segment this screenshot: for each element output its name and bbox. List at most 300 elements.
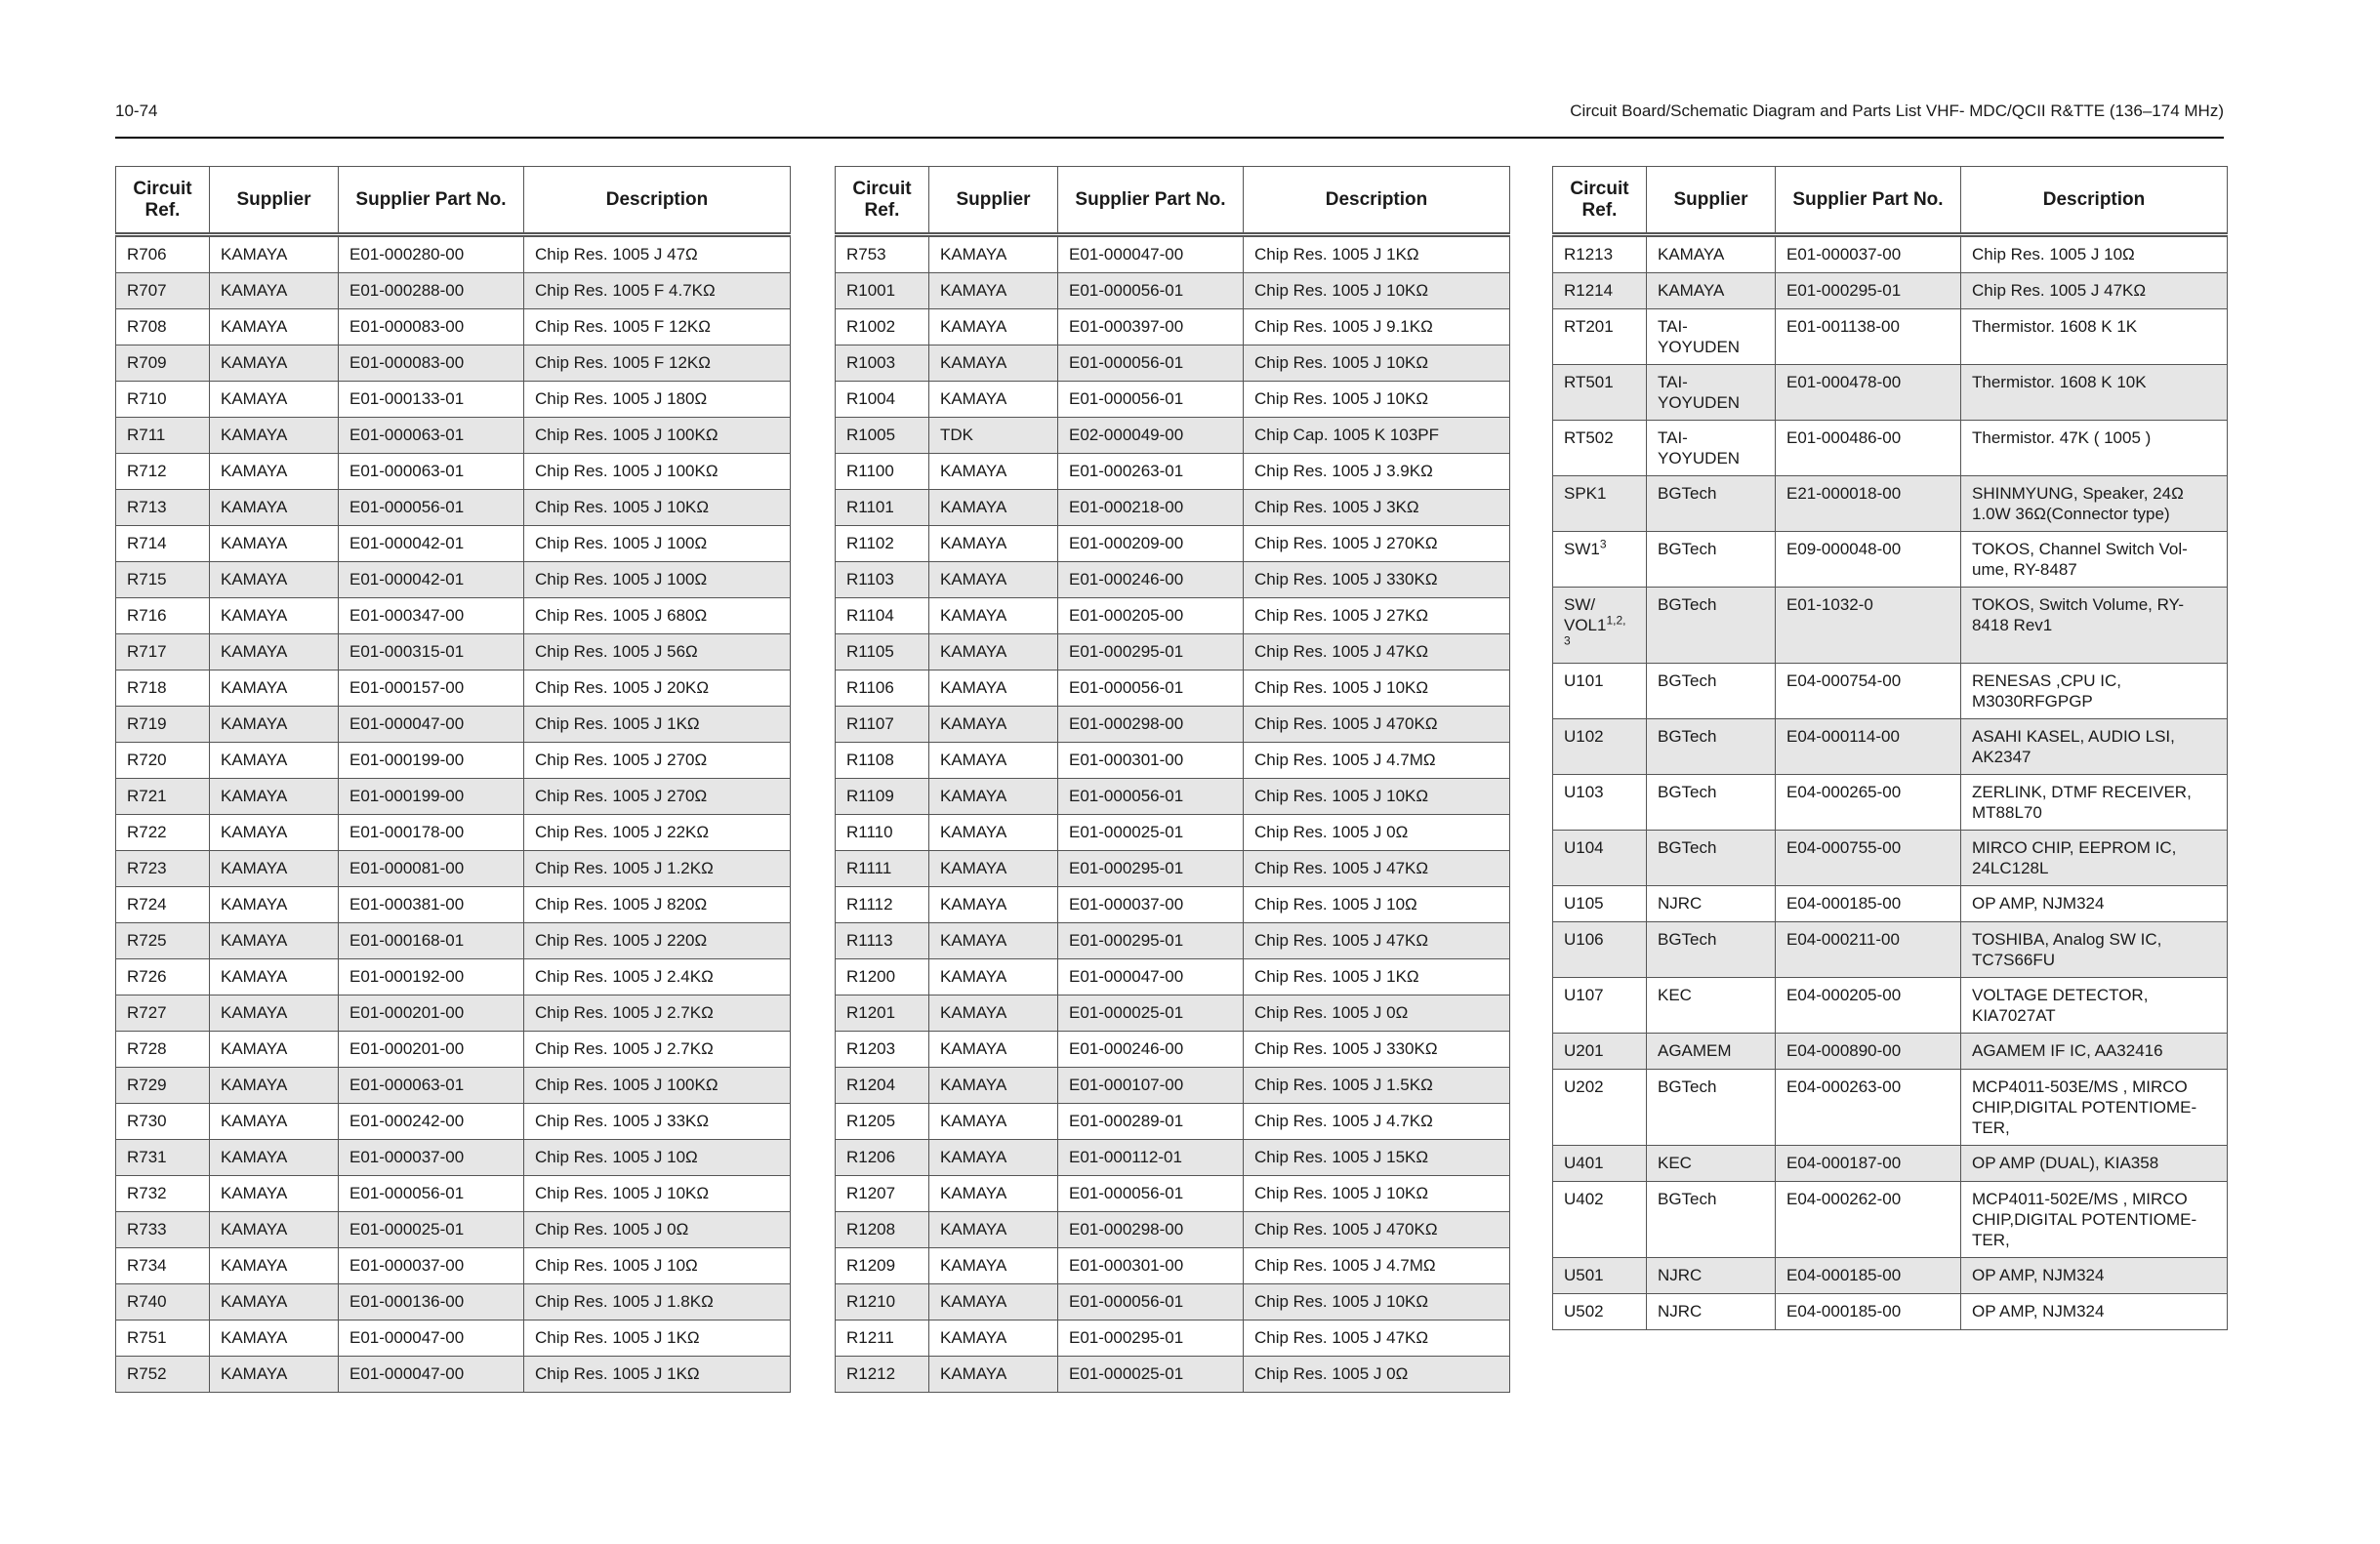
cell-circuit-ref	[836, 526, 929, 562]
cell-description-text: SHINMYUNG, Speaker, 24Ω 1.0W 36Ω(Connector type)	[1972, 484, 2184, 523]
cell-circuit-ref-text: R712	[127, 462, 167, 480]
cell-supplier-text: KAMAYA	[221, 787, 288, 805]
cell-circuit-ref-text: U101	[1564, 671, 1604, 690]
cell-supplier-part-no-text: E04-000114-00	[1786, 727, 1900, 746]
table-row	[116, 923, 791, 959]
cell-supplier-text: KAMAYA	[940, 462, 1007, 480]
cell-circuit-ref	[836, 273, 929, 309]
cell-circuit-ref-text: R715	[127, 570, 167, 589]
cell-circuit-ref	[836, 995, 929, 1032]
cell-circuit-ref	[836, 743, 929, 779]
cell-supplier-part-no-text: E01-000201-00	[349, 1003, 465, 1022]
cell-description	[1961, 978, 2228, 1034]
table-row	[116, 1284, 791, 1321]
cell-description	[524, 995, 791, 1032]
table-row	[836, 418, 1510, 454]
cell-circuit-ref	[836, 887, 929, 923]
cell-description-text: TOKOS, Switch Volume, RY-8418 Rev1	[1972, 595, 2184, 634]
cell-circuit-ref-text: R1103	[846, 570, 894, 589]
cell-description-text: Chip Res. 1005 J 1KΩ	[1254, 245, 1419, 264]
cell-supplier	[1647, 1070, 1776, 1146]
cell-supplier	[929, 670, 1058, 707]
cell-description	[1961, 775, 2228, 831]
cell-circuit-ref-text: R1204	[846, 1076, 896, 1094]
cell-supplier-part-no	[1776, 1182, 1961, 1258]
cell-supplier-part-no-text: E01-000056-01	[349, 498, 465, 516]
table-row	[836, 382, 1510, 418]
cell-supplier	[1647, 309, 1776, 365]
cell-circuit-ref	[836, 1357, 929, 1393]
cell-circuit-ref	[116, 959, 210, 995]
cell-circuit-ref-text: RT501	[1564, 373, 1614, 391]
cell-circuit-ref	[836, 851, 929, 887]
cell-supplier-text: KAMAYA	[221, 534, 288, 552]
cell-supplier-part-no	[1776, 719, 1961, 775]
cell-supplier-part-no-text: E01-000295-01	[1786, 281, 1902, 300]
cell-circuit-ref-text: R751	[127, 1328, 167, 1347]
cell-circuit-ref	[116, 598, 210, 634]
cell-description	[1244, 959, 1510, 995]
cell-supplier	[210, 959, 339, 995]
cell-circuit-ref	[836, 779, 929, 815]
cell-description-text: Chip Res. 1005 J 22KΩ	[535, 823, 710, 841]
cell-circuit-ref-text: SW1	[1564, 540, 1600, 558]
cell-description-text: OP AMP, NJM324	[1972, 1266, 2105, 1284]
cell-supplier	[1647, 1294, 1776, 1330]
cell-description-text: Chip Res. 1005 J 220Ω	[535, 931, 708, 950]
cell-circuit-ref	[836, 1104, 929, 1140]
cell-circuit-ref	[836, 634, 929, 670]
cell-supplier-part-no	[1058, 1068, 1244, 1104]
cell-description	[1244, 1140, 1510, 1176]
cell-description-text: Chip Res. 1005 J 1.8KΩ	[535, 1292, 714, 1311]
cell-supplier-part-no	[339, 959, 524, 995]
cell-circuit-ref	[836, 454, 929, 490]
cell-supplier-part-no-text: E01-000133-01	[349, 389, 465, 408]
cell-supplier	[929, 1357, 1058, 1393]
cell-description	[524, 815, 791, 851]
table-row	[1553, 831, 2228, 886]
cell-description-text: Chip Res. 1005 J 1KΩ	[535, 1364, 700, 1383]
cell-supplier-part-no-text: E01-000037-00	[1786, 245, 1902, 264]
cell-supplier-part-no-text: E01-000056-01	[1069, 389, 1184, 408]
cell-description	[524, 959, 791, 995]
table-row	[116, 235, 791, 273]
cell-supplier	[210, 273, 339, 309]
cell-description-text: Chip Res. 1005 J 47Ω	[535, 245, 698, 264]
cell-supplier-part-no-text: E01-000315-01	[349, 642, 465, 661]
cell-description	[524, 707, 791, 743]
cell-supplier-text: KAMAYA	[940, 1076, 1007, 1094]
running-title: Circuit Board/Schematic Diagram and Parts List VHF- MDC/QCII R&TTE (136–174 MHz)	[1570, 102, 2224, 120]
cell-supplier-part-no-text: E01-000298-00	[1069, 714, 1184, 733]
table-row	[116, 1357, 791, 1393]
cell-supplier-text: KAMAYA	[940, 1039, 1007, 1058]
cell-supplier-part-no-text: E01-000397-00	[1069, 317, 1184, 336]
cell-circuit-ref-text: R720	[127, 751, 167, 769]
table-row	[836, 743, 1510, 779]
cell-supplier-part-no-text: E04-000185-00	[1786, 1266, 1902, 1284]
cell-supplier-part-no	[1776, 421, 1961, 476]
cell-description-text: MCP4011-503E/MS , MIRCO CHIP,DIGITAL POTENTIOME-TER,	[1972, 1077, 2197, 1137]
cell-supplier	[1647, 775, 1776, 831]
cell-supplier-text: KAMAYA	[221, 1112, 288, 1130]
table-row	[836, 273, 1510, 309]
cell-circuit-ref-text: R1214	[1564, 281, 1614, 300]
table-row	[116, 1176, 791, 1212]
cell-supplier	[929, 707, 1058, 743]
cell-description	[1961, 235, 2228, 273]
cell-supplier	[1647, 1182, 1776, 1258]
cell-description	[1244, 743, 1510, 779]
cell-supplier	[210, 309, 339, 345]
cell-circuit-ref	[836, 1321, 929, 1357]
cell-supplier-text: KAMAYA	[221, 751, 288, 769]
cell-supplier-part-no-text: E04-000755-00	[1786, 838, 1902, 857]
cell-supplier-part-no-text: E01-000218-00	[1069, 498, 1184, 516]
cell-circuit-ref	[116, 562, 210, 598]
cell-description	[1244, 707, 1510, 743]
cell-supplier	[210, 1104, 339, 1140]
cell-supplier-text: KAMAYA	[940, 570, 1007, 589]
table-row	[1553, 365, 2228, 421]
table-row	[836, 1284, 1510, 1321]
cell-supplier-part-no-text: E01-000047-00	[349, 1364, 465, 1383]
cell-supplier	[210, 598, 339, 634]
cell-circuit-ref	[836, 309, 929, 345]
cell-description	[524, 454, 791, 490]
cell-description-text: Chip Res. 1005 J 15KΩ	[1254, 1148, 1429, 1166]
cell-circuit-ref-text: R1213	[1564, 245, 1614, 264]
cell-supplier	[929, 235, 1058, 273]
cell-supplier-part-no	[1776, 664, 1961, 719]
cell-supplier-text: TAI-YOYUDEN	[1658, 373, 1741, 412]
cell-supplier-text: KAMAYA	[940, 1220, 1007, 1239]
cell-description-text: Chip Res. 1005 J 10KΩ	[1254, 1184, 1429, 1202]
cell-supplier	[929, 995, 1058, 1032]
cell-circuit-ref-text: R1112	[846, 895, 893, 914]
cell-circuit-ref-text: R711	[127, 426, 166, 444]
cell-supplier	[210, 1284, 339, 1321]
column-header-description: Description	[1961, 167, 2228, 235]
cell-supplier-part-no	[1058, 851, 1244, 887]
cell-supplier-text: BGTech	[1658, 671, 1717, 690]
cell-supplier-part-no	[1058, 743, 1244, 779]
cell-circuit-ref	[836, 1032, 929, 1068]
cell-description	[524, 1140, 791, 1176]
cell-supplier-part-no-text: E01-1032-0	[1786, 595, 1873, 614]
cell-circuit-ref-text: R1107	[846, 714, 894, 733]
cell-description	[1244, 382, 1510, 418]
cell-supplier-part-no	[1058, 1104, 1244, 1140]
table-row	[1553, 664, 2228, 719]
cell-supplier-part-no	[1058, 1176, 1244, 1212]
table-row	[116, 707, 791, 743]
table-row	[836, 1212, 1510, 1248]
cell-circuit-ref-text: R1105	[846, 642, 894, 661]
cell-description	[1244, 1068, 1510, 1104]
column-header-description: Description	[524, 167, 791, 235]
cell-supplier	[210, 851, 339, 887]
cell-supplier	[929, 1032, 1058, 1068]
cell-description	[524, 1284, 791, 1321]
cell-supplier	[929, 851, 1058, 887]
cell-description-text: Chip Res. 1005 J 3KΩ	[1254, 498, 1419, 516]
column-header-supplier-part-no: Supplier Part No.	[339, 167, 524, 235]
cell-description-text: Chip Res. 1005 J 10KΩ	[1254, 678, 1429, 697]
cell-circuit-ref	[1553, 273, 1647, 309]
cell-circuit-ref-text: R1101	[846, 498, 894, 516]
cell-circuit-ref	[1553, 476, 1647, 532]
cell-supplier-part-no	[1776, 886, 1961, 922]
cell-supplier-part-no	[339, 345, 524, 382]
cell-supplier	[1647, 922, 1776, 978]
table-row	[116, 959, 791, 995]
cell-supplier-text: KAMAYA	[221, 1292, 288, 1311]
table-row	[116, 418, 791, 454]
cell-supplier	[1647, 1034, 1776, 1070]
cell-supplier-text: NJRC	[1658, 1266, 1703, 1284]
cell-supplier-part-no	[1058, 1140, 1244, 1176]
cell-description	[524, 526, 791, 562]
table-row	[836, 923, 1510, 959]
table-row	[116, 309, 791, 345]
cell-supplier-part-no	[1058, 1321, 1244, 1357]
cell-supplier	[1647, 886, 1776, 922]
table-row	[1553, 476, 2228, 532]
table-row	[836, 345, 1510, 382]
cell-circuit-ref-text: U502	[1564, 1302, 1604, 1321]
cell-circuit-ref-text: R753	[846, 245, 886, 264]
cell-description-text: TOKOS, Channel Switch Vol-ume, RY-8487	[1972, 540, 2188, 579]
cell-circuit-ref	[1553, 978, 1647, 1034]
cell-circuit-ref-text: U202	[1564, 1077, 1604, 1096]
cell-description-text: Chip Res. 1005 J 270KΩ	[1254, 534, 1438, 552]
cell-circuit-ref-text: R706	[127, 245, 167, 264]
cell-supplier-text: KAMAYA	[221, 462, 288, 480]
cell-circuit-ref	[836, 418, 929, 454]
cell-supplier	[210, 1248, 339, 1284]
cell-supplier-part-no-text: E01-001138-00	[1786, 317, 1900, 336]
cell-description-text: Chip Res. 1005 J 10Ω	[535, 1148, 698, 1166]
cell-supplier-text: KAMAYA	[940, 895, 1007, 914]
cell-supplier-part-no-text: E01-000025-01	[1069, 823, 1184, 841]
cell-supplier-part-no	[1058, 670, 1244, 707]
cell-supplier	[210, 454, 339, 490]
cell-circuit-ref	[1553, 421, 1647, 476]
cell-supplier-part-no-text: E01-000199-00	[349, 751, 465, 769]
cell-description-text: TOSHIBA, Analog SW IC, TC7S66FU	[1972, 930, 2162, 969]
cell-supplier	[929, 1068, 1058, 1104]
cell-description-text: ZERLINK, DTMF RECEIVER, MT88L70	[1972, 783, 2192, 822]
table-row	[116, 1104, 791, 1140]
cell-description-text: Chip Res. 1005 F 12KΩ	[535, 317, 711, 336]
cell-supplier-part-no	[1058, 995, 1244, 1032]
cell-supplier	[1647, 235, 1776, 273]
cell-description	[1244, 345, 1510, 382]
column-header-supplier-part-no: Supplier Part No.	[1776, 167, 1961, 235]
cell-circuit-ref-text: U104	[1564, 838, 1604, 857]
cell-circuit-ref	[116, 670, 210, 707]
cell-description	[1961, 273, 2228, 309]
table-row	[836, 562, 1510, 598]
table-row	[836, 707, 1510, 743]
cell-circuit-ref	[116, 923, 210, 959]
table-row	[1553, 922, 2228, 978]
cell-description	[1961, 1034, 2228, 1070]
cell-supplier	[1647, 664, 1776, 719]
cell-supplier-text: BGTech	[1658, 595, 1717, 614]
cell-supplier-text: KAMAYA	[221, 1076, 288, 1094]
cell-circuit-ref	[836, 1248, 929, 1284]
cell-supplier	[929, 1248, 1058, 1284]
footnote-marker: 3	[1599, 537, 1607, 551]
cell-supplier-part-no	[1058, 1212, 1244, 1248]
cell-circuit-ref	[1553, 1182, 1647, 1258]
cell-supplier-part-no-text: E01-000295-01	[1069, 931, 1184, 950]
cell-description	[1961, 365, 2228, 421]
cell-supplier-part-no-text: E01-000478-00	[1786, 373, 1902, 391]
cell-circuit-ref-text: R719	[127, 714, 167, 733]
table-row	[836, 1068, 1510, 1104]
cell-supplier-part-no-text: E01-000209-00	[1069, 534, 1184, 552]
cell-supplier-text: BGTech	[1658, 783, 1717, 801]
cell-supplier-part-no	[1058, 235, 1244, 273]
cell-circuit-ref-text: R1206	[846, 1148, 896, 1166]
cell-circuit-ref-text: R725	[127, 931, 167, 950]
cell-circuit-ref	[1553, 235, 1647, 273]
cell-supplier	[210, 345, 339, 382]
cell-description	[1961, 831, 2228, 886]
cell-circuit-ref-text: R710	[127, 389, 167, 408]
cell-supplier-part-no-text: E02-000049-00	[1069, 426, 1184, 444]
cell-supplier-part-no	[1776, 309, 1961, 365]
cell-description-text: Chip Cap. 1005 K 103PF	[1254, 426, 1440, 444]
cell-description-text: Chip Res. 1005 J 47KΩ	[1254, 642, 1429, 661]
cell-supplier-text: KAMAYA	[940, 1256, 1007, 1275]
cell-description	[1244, 1104, 1510, 1140]
cell-supplier-part-no-text: E01-000295-01	[1069, 1328, 1184, 1347]
cell-circuit-ref-text: R1100	[846, 462, 894, 480]
cell-supplier-part-no-text: E01-000168-01	[349, 931, 465, 950]
cell-supplier	[210, 490, 339, 526]
cell-circuit-ref-text: R727	[127, 1003, 167, 1022]
cell-supplier-text: KAMAYA	[940, 1184, 1007, 1202]
table-row	[116, 815, 791, 851]
cell-description	[1244, 1032, 1510, 1068]
cell-circuit-ref	[1553, 1258, 1647, 1294]
cell-supplier-text: KAMAYA	[940, 1292, 1007, 1311]
cell-description-text: Chip Res. 1005 J 0Ω	[535, 1220, 689, 1239]
cell-supplier-part-no	[1776, 922, 1961, 978]
cell-supplier-part-no-text: E01-000347-00	[349, 606, 465, 625]
cell-supplier-part-no-text: E01-000025-01	[1069, 1003, 1184, 1022]
table-row	[1553, 1034, 2228, 1070]
cell-supplier-text: KAMAYA	[221, 353, 288, 372]
cell-supplier-part-no-text: E04-000205-00	[1786, 986, 1902, 1004]
cell-circuit-ref	[116, 418, 210, 454]
cell-supplier-text: KEC	[1658, 1154, 1692, 1172]
cell-supplier-part-no	[339, 670, 524, 707]
cell-description-text: Chip Res. 1005 J 10KΩ	[1254, 281, 1429, 300]
cell-circuit-ref-text: U402	[1564, 1190, 1604, 1208]
cell-supplier-text: KAMAYA	[221, 823, 288, 841]
cell-description	[1961, 476, 2228, 532]
table-row	[116, 382, 791, 418]
cell-circuit-ref	[1553, 309, 1647, 365]
cell-supplier-part-no	[339, 851, 524, 887]
cell-supplier	[1647, 532, 1776, 588]
cell-supplier-part-no	[1776, 235, 1961, 273]
cell-supplier	[210, 670, 339, 707]
cell-circuit-ref-text: R728	[127, 1039, 167, 1058]
cell-supplier-part-no-text: E04-000262-00	[1786, 1190, 1902, 1208]
column-header-description: Description	[1244, 167, 1510, 235]
cell-description-text: Chip Res. 1005 J 10KΩ	[1254, 787, 1429, 805]
cell-supplier-part-no	[1058, 598, 1244, 634]
cell-circuit-ref	[836, 815, 929, 851]
cell-supplier-text: TAI-YOYUDEN	[1658, 428, 1741, 467]
cell-circuit-ref-text: R726	[127, 967, 167, 986]
table-row	[836, 887, 1510, 923]
cell-supplier	[1647, 273, 1776, 309]
table-row	[1553, 421, 2228, 476]
cell-description	[524, 634, 791, 670]
cell-supplier-part-no-text: E01-000083-00	[349, 353, 465, 372]
cell-circuit-ref-text: R1113	[846, 931, 893, 950]
cell-supplier-text: KAMAYA	[221, 967, 288, 986]
cell-supplier	[1647, 588, 1776, 664]
cell-supplier	[210, 634, 339, 670]
cell-description	[1961, 1070, 2228, 1146]
cell-supplier-text: KAMAYA	[940, 1112, 1007, 1130]
cell-description-text: Chip Res. 1005 J 47KΩ	[1254, 859, 1429, 877]
cell-description-text: Chip Res. 1005 J 4.7KΩ	[1254, 1112, 1433, 1130]
cell-supplier	[929, 634, 1058, 670]
cell-description-text: Chip Res. 1005 J 470KΩ	[1254, 714, 1438, 733]
cell-supplier	[929, 562, 1058, 598]
cell-description-text: Chip Res. 1005 J 1.5KΩ	[1254, 1076, 1433, 1094]
cell-supplier	[929, 815, 1058, 851]
cell-circuit-ref-text: R714	[127, 534, 167, 552]
cell-supplier	[1647, 421, 1776, 476]
cell-supplier-part-no-text: E01-000025-01	[349, 1220, 465, 1239]
cell-supplier	[210, 1212, 339, 1248]
table-row	[116, 562, 791, 598]
cell-supplier-part-no	[1058, 887, 1244, 923]
cell-supplier-part-no	[339, 1212, 524, 1248]
cell-supplier-part-no	[339, 634, 524, 670]
cell-supplier-text: KAMAYA	[221, 498, 288, 516]
cell-supplier	[1647, 1146, 1776, 1182]
cell-description	[1961, 1258, 2228, 1294]
cell-circuit-ref-text: R1005	[846, 426, 896, 444]
parts-table-3	[1552, 166, 2228, 1330]
cell-description-text: Chip Res. 1005 J 180Ω	[535, 389, 708, 408]
cell-description	[1244, 634, 1510, 670]
cell-circuit-ref-text: RT201	[1564, 317, 1614, 336]
cell-supplier-text: KAMAYA	[221, 426, 288, 444]
cell-circuit-ref-text: R1212	[846, 1364, 896, 1383]
cell-supplier-part-no	[1776, 273, 1961, 309]
cell-supplier	[1647, 719, 1776, 775]
cell-description	[1961, 309, 2228, 365]
cell-supplier-text: NJRC	[1658, 894, 1703, 913]
cell-circuit-ref	[1553, 1146, 1647, 1182]
cell-supplier-text: KAMAYA	[940, 245, 1007, 264]
cell-description	[1961, 1182, 2228, 1258]
cell-supplier	[929, 345, 1058, 382]
